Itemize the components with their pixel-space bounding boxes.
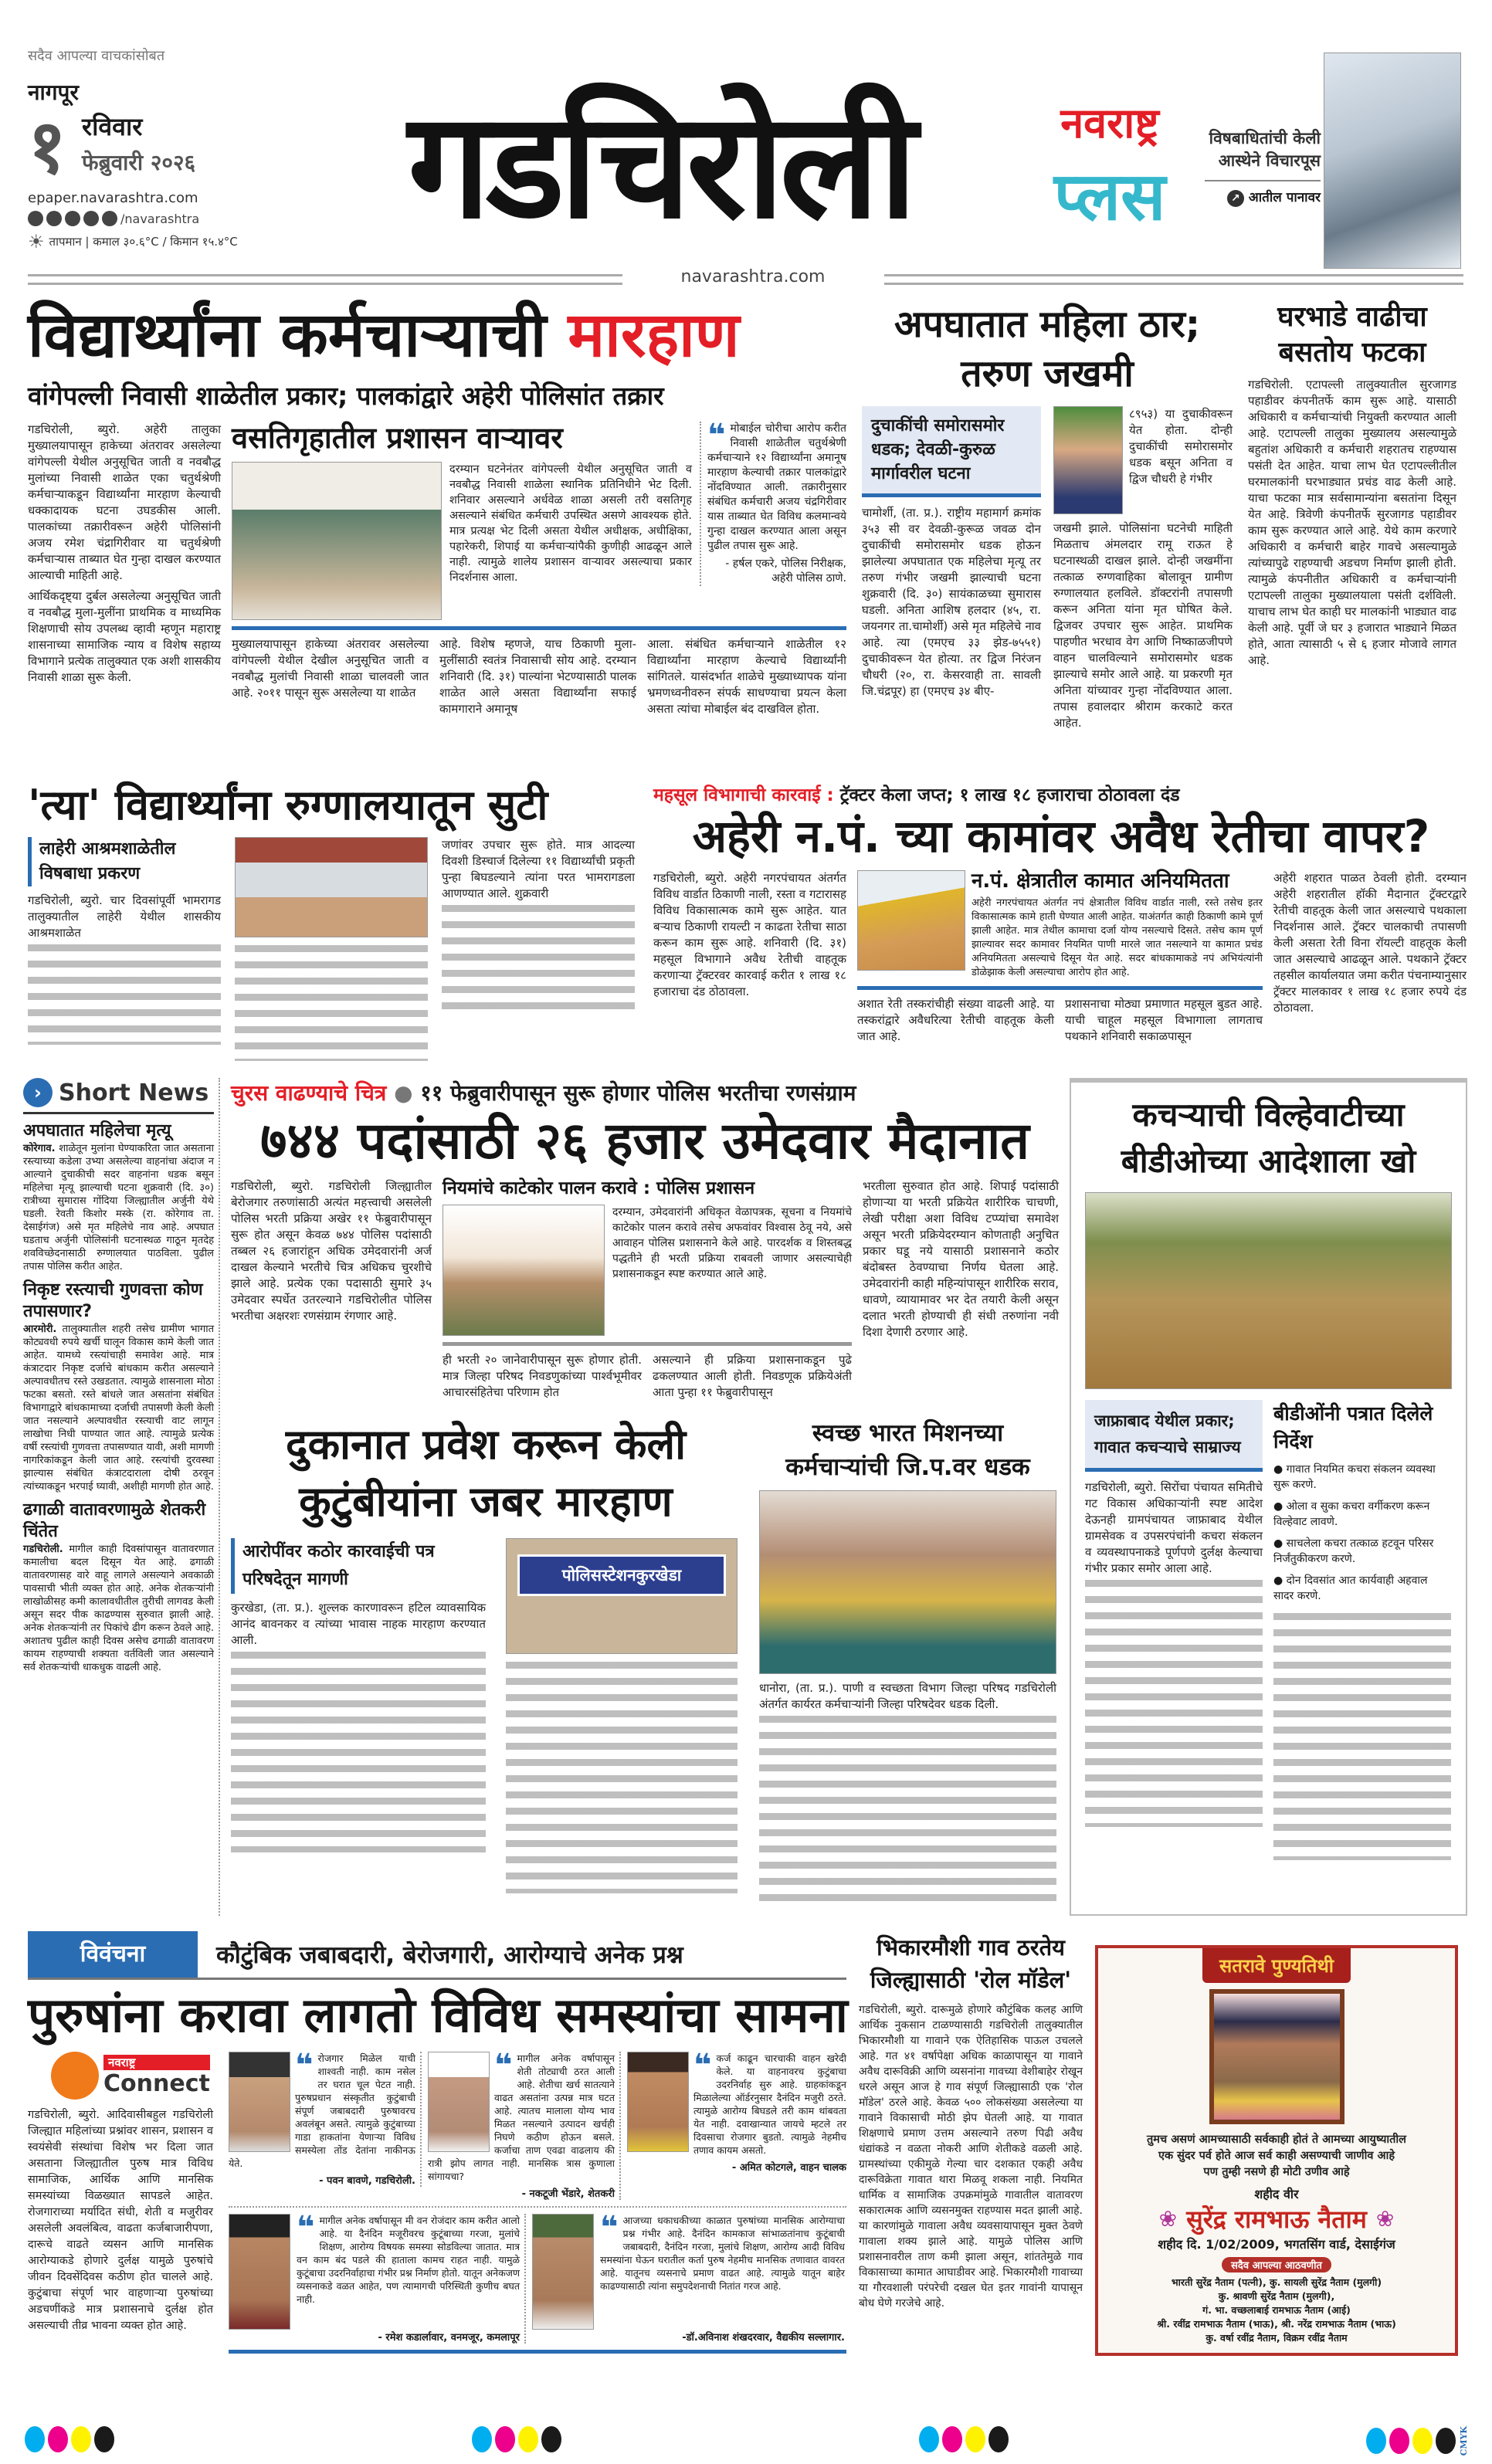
quote-icon: ❝ [707,417,726,453]
masthead-left [28,46,290,253]
police-station-photo [506,1538,738,1654]
bullet-icon: ● [394,1080,413,1106]
website[interactable]: navarashtra.com [680,267,826,286]
lead-headline-a: विद्यार्थ्यांना कर्मचाऱ्याची [28,299,547,371]
garbage-photo [1085,1192,1452,1389]
yellow-mark [518,2426,538,2452]
shop-box-text: आरोपींवर कठोर कारवाईची पत्र परिषदेतून मागणी [242,1542,435,1590]
police-col2: ही भरती २० जानेवारीपासून सुरू होणार होती. मात्र जिल्हा परिषद निवडणुकांच्या पार्श्वभूमीवर आचारसंहितेचा परिणाम होत [443,1353,642,1400]
police-col3: असल्याने ही प्रक्रिया प्रशासनाकडून पुढे ढकलण्यात आली होती. निवडणूक प्रक्रियेअंती आता पुन्हा ११ फेब्रुवारीपासून [653,1353,852,1400]
band-lead [28,300,1469,771]
tribute-ad [1095,1945,1458,2356]
quote-icon: ❝ [693,2048,712,2084]
lead-para2: आर्थिकदृष्ट्या दुर्बल असलेल्या अनुसूचित जाती व नवबौद्ध मुला-मुलींना प्राथमिक व माध्यमिक शिक्षणाची सोय उपलब्ध व्हावी म्हणून महाराष्ट्र शासनाच्या सामाजिक न्याय व विशेष सहाय्य विभागाने प्रत्येक तालुक्यात एक अशी शासकीय निवासी शाळा सुरू केली. [28,588,221,684]
waste-subbox-text: जाफ्राबाद येथील प्रकार; गावात कचऱ्याचे साम्राज्य [1094,1412,1241,1456]
pullup-photo [443,1205,605,1336]
family-line: कु. वर्षा रवींद्र नैताम, विक्रम रवींद्र नैताम [1205,2332,1348,2344]
brand-top: नवराष्ट्र [1060,99,1159,147]
short-news-place: आरमोरी. [23,1324,57,1335]
teaser-headline: विषबाधितांची केली आस्थेने विचारपूस [1209,129,1321,170]
lead-col2: मुख्यालयापासून हाकेच्या अंतरावर असलेल्या वांगेपल्ली येथील देखील अनुसूचित जाती व नवबौद्ध मुलांची निवासी शाळा चालवली जात आहे. २०११ पासून सुरू असलेल्या या शाळेत [232,636,429,700]
x-icon[interactable] [65,211,80,226]
tagline: सदैव आपल्या वाचकांसोबत [28,48,165,64]
accident-story [862,300,1233,731]
waste-body [1085,1580,1263,1827]
youtube-icon[interactable] [83,211,99,226]
martyr-photo [1209,1989,1344,2124]
quote-byline: - रमेश कडार्लावार, वनमजूर, कमलापूर [378,2332,520,2344]
sand-story [653,781,1469,1045]
sand-col1: गडचिरोली, ब्युरो. अहेरी नगरपंचायत अंतर्गत विविध वार्डात ठिकाणी नाली, रस्ता व गटारासह विविध विकासात्मक कामे सुरू आहेत. यात बऱ्याच ठिकाणी रायल्टी न काढता रेतीचा साठा करून काम सुरू आहे. शनिवारी (दि. ३१) महसूल विभागाने अवैध रेतीची वाहतूक करणाऱ्या ट्रॅक्टरवर कारवाई करीत १ लाख १८ हजाराचा दंड ठोठावला. [653,870,846,998]
victim-photo [1053,406,1123,514]
directives-body [1273,1613,1451,1860]
lead-box-text: दरम्यान घटनेनंतर वांगेपल्ली येथील अनुसूचित जाती व नवबौद्ध निवासी शाळेला स्थानिक प्रतिनिधीने भेट दिली. शनिवार असल्याने अर्धवेळ शाळा असली तरी वसतिगृह असल्याने संबंधित कर्मचारी उपस्थित असणे आवश्यक होते. मात्र प्रत्यक्ष भेट दिली असता येथील अधीक्षक, अधीक्षिका, पहारेकरी, शिपाई या कर्मचाऱ्यांपैकी कुणीही आढळून आले नाही. त्यामुळे शालेय प्रशासन वाऱ्यावर असल्याचा प्रकार निदर्शनास आला. [449,463,692,584]
black-mark [541,2426,561,2452]
short-news-title: निकृष्ट रस्त्याची गुणवत्ता कोण तपासणार? [23,1280,203,1321]
teaser-ref: आतील पानावर [1248,190,1321,205]
teaser-photo [1324,53,1461,269]
quote-divider-h [229,2206,846,2208]
short-news-label: Short News [59,1079,209,1107]
connect-brand: नवराष्ट्र [103,2055,210,2070]
quote-text: आजच्या धकाधकीच्या काळात पुरुषांच्या मानसिक आरोग्याचा प्रश्न गंभीर आहे. दैनंदिन कामकाज सांभाळतांनाच कुटूंबाची जबाबदारी, दैनंदिन गरजा, मुलांचे शिक्षण, आरोग्य आदी विविध समस्यांना घेऊन घरातील कर्ता पुरुष नेहमीच मानसिक तणावात वावरत आहे. यातूनच व्यसनाचे प्रमाण वाढत आहे. त्यामुळे यातून बाहेर काढण्यासाठी त्यांना समुपदेशनाची नितांत गरज आहे. [600,2215,845,2293]
sand-col-right: अहेरी शहरात पाळत ठेवली होती. दरम्यान अहेरी शहरातील हॉकी मैदानात ट्रॅक्टरद्वारे रेतीची वाहतूक केली जात असल्याचे पथकाला निदर्शनास आले. ट्रॅक्टर चालकाची तपासणी केली असता रेती विना रॉयल्टी वाहतूक केली जात असल्याचे आढळून आले. पथकाने ट्रॅक्टर तहसील कार्यालयात जमा करीत पंचनाम्यानुसार ट्रॅक्टर मालकावर १ लाख १८ हजार रुपये दंड ठोठावला. [1273,870,1467,1015]
directive-item: ● गावात नियमित कचरा संकलन व्यवस्था सुरू करणे. [1273,1463,1436,1491]
accident-col2b: जखमी झाले. पोलिसांना घटनेची माहिती मिळताच अंमलदार रामू राऊत हे घटनास्थळी दाखल झाले. दोन्ही जखमींना तत्काळ रुग्णवाहिका बोलावून ग्रामीण रुग्णालयात हलविले. डॉक्टरांनी तपासणी करून अनिता यांना मृत घोषित केले. द्विजवर उपचार सुरू आहेत. प्राथमिक पाहणीत भरधाव वेग आणि निष्काळजीपणे वाहन चालविल्याने समोरासमोर धडक झाल्याचे समोर आले आहे. या प्रकरणी मृत अनिता यांच्यावर गुन्हा नोंदविण्यात आला. तपास हवालदार श्रीराम करकाटे करत आहेत. [1053,521,1233,730]
magenta-mark [495,2426,515,2452]
waste-headline: कचऱ्याची विल्हेवाटीच्या बीडीओच्या आदेशाला खो [1121,1096,1416,1180]
quote-icon: ❝ [600,2210,619,2246]
family-list [1098,2276,1455,2345]
police-box-text: दरम्यान, उमेदवारांनी अधिकृत वेळापत्रक, सूचना व नियमांचे काटेकोर पालन करावे तसेच अफवांवर विश्वास ठेवू नये, असे आवाहन पोलिस प्रशासनाने केले आहे. पारदर्शक व शिस्तबद्ध पद्धतीने ही भरती प्रक्रिया राबवली जाणार असल्याचेही प्रशासनाकडून स्पष्ट करण्यात आले आहे. [612,1206,852,1281]
short-news [23,1078,220,1916]
center-column [231,1078,1059,1909]
quote-card [428,2048,621,2201]
facebook-icon[interactable] [28,211,43,226]
sand-kicker [653,781,1469,806]
accident-headline: अपघातात महिला ठार; तरुण जखमी [894,303,1201,395]
short-news-item [23,1120,214,1273]
black-mark [988,2426,1009,2452]
shop-headline: दुकानात प्रवेश करून केली कुटुंबीयांना जबर मारहाण [285,1420,687,1527]
waste-box [1070,1078,1467,1916]
short-news-place: कोरेगाव. [23,1143,56,1154]
lotus-icon: ❀ [1375,2206,1395,2232]
epaper-link[interactable]: epaper.navarashtra.com [28,190,198,206]
hospital-photo [235,837,428,937]
masthead-title: गडचिरोली [408,80,913,251]
arrow-icon: ↗ [1227,190,1244,207]
sand-col-b1: अशात रेती तस्करांचीही संख्या वाढली आहे. या तस्करांद्वारे अवैधरित्या रेतीची वाहतूक केली जात आहे. [857,996,1054,1043]
short-news-text: तालुक्यातील शहरी तसेच ग्रामीण भागात कोट्यवधी रुपये खर्ची घालून विकास कामे केली जात आहेत. यामध्ये रस्त्यांचाही समावेश आहे. मात्र कंत्राटदार निकृष्ट दर्जाचे बांधकाम करीत असल्याने अल्पावधीतच रस्ते उखडतात. त्यामुळे शासनाला मोठा फटका बसतो. रस्ते बांधले जात असतांना संबंधित विभागाद्वारे बांधकामाच्या दर्जाची तपासणी केली केली जात नसल्याने अल्पावधीत रस्त्याची वाट लागून लाखोचा निधी पाण्यात जात आहे. त्यामुळे प्रत्येक वर्षी रस्त्यांची गुणवत्ता तपासण्यात यावी, अशी मागणी नागरिकांकडून केली जात आहे. रस्त्यांची दुरवस्था झाल्यास संबंधित कंत्राटदाराला दोषी ठरवून त्यांच्याकडून भरपाई घ्यावी, अशीही मागणी होत आहे. [23,1324,214,1493]
sand-col-b2: प्रशासनाचा मोठ्या प्रमाणात महसूल बुडत आहे. याची चाहूल महसूल विभागाला लागताच पथकाने शनिवारी सकाळपासून [1065,996,1263,1043]
print-marks-mid [919,2426,1012,2456]
family-line: भारती सुरेंद्र नैताम (पत्नी), कु. सायली सुरेंद्र नैताम (मुलगी) [1171,2276,1382,2288]
weekday: रविवार [82,112,143,141]
quote-text: मागील अनेक वर्षापासून शेती तोट्याची ठरत आली आहे. शेतीचा खर्च सातत्याने वाढत असतांना उत्पन्न मात्र घटत आहे. त्यातच मालाला योग्य भाव मिळत नसल्याने उत्पादन खर्चही निघणे कठीण होऊन बसले. कर्जाचा ताण एवढा वाढलाय की रात्री झोप लागत नाही. मानसिक त्रास कुणाला सांगायचा? [428,2052,615,2183]
discharge-body-3 [442,905,635,1013]
lead-quote-text: मोबाईल चोरीचा आरोप करीत निवासी शाळेतील चतुर्थश्रेणी कर्मचाऱ्याने १२ विद्यार्थ्यांना अमानूष मारहाण केल्याची तक्रार पालकांद्वारे नोंदविण्यात आली. तक्रारीनुसार संबंधित कर्मचारी अजय चंद्रगिरीवार यास ताब्यात घेत विविध कलमान्वये गुन्हा दाखल करण्यात आला असून पुढील तपास सुरू आहे. [707,422,846,552]
vivanchana-intro: गडचिरोली, ब्युरो. आदिवासीबहुल गडचिरोली जिल्ह्यात महिलांच्या प्रश्नांवर शासन, प्रशासन व स्वयंसेवी संस्थांचा विशेष भर दिला जात असताना जिल्ह्यातील पुरुष मात्र विविध सामाजिक, आर्थिक आणि मानसिक समस्यांच्या विळख्यात सापडले आहेत. रोजगाराच्या मर्यादित संधी, शेती व मजुरीवर असलेली अवलंबित्व, वाढता कर्जबाजारीपणा, दारूचे वाढते व्यसन आणि मानसिक आरोग्याकडे होणारे दुर्लक्ष यामुळे पुरुषांचे जीवन दिवसेंदिवस कठीण होत चालले आहे. कुटुंबाचा संपूर्ण भार वाहणाऱ्या पुरुषांच्या अडचणींकडे मात्र प्रशासनाचे दुर्लक्ष होत असल्याची तीव्र भावना व्यक्त होत आहे. [28,2109,213,2333]
vivanchana-rule [229,2350,846,2354]
person-photo [229,2214,290,2330]
vivanchana-headline: पुरुषांना करावा लागतो विविध समस्यांचा सामना [28,1987,848,2043]
quote-byline: - नकटूजी भेंडारे, शेतकरी [521,2188,615,2201]
lead-story [28,300,846,717]
quote-byline: - अमित कोटगले, वाहन चालक [731,2162,846,2174]
shop-box [231,1538,486,1594]
short-news-icon: › [23,1078,53,1107]
tribute-banner: सतरावे पुण्यतिथी [1202,1948,1351,1983]
discharge-body-2 [235,945,428,1061]
accident-col1: चामोर्शी, (ता. प्र.). राष्ट्रीय महामार्ग क्रमांक ३५३ सी वर देवळी-कुरूळ जवळ दोन दुचाकींची समोरासमोर धडक होऊन झालेल्या अपघातात एक महिलेचा मृत्यू तर तरुण गंभीर जखमी झाल्याची घटना शुक्रवारी (दि. ३०) सायंकाळच्या सुमारास घडली. अनिता आशिष हलदार (४५, रा. जयनगर ता.चामोर्शी) असे मृत महिलेचे नाव आहे. त्या (एमएच ३३ झेड-७५५१) दुचाकीवरून येत होत्या. तर द्विज निरंजन चौधरी (२०, रा. केसरवाही ता. सावली जि.चंद्रपूर) हा (एमएच ३४ बीए- [862,506,1041,698]
directive-text: साचलेला कचरा तत्काळ हटवून परिसर निर्जंतुकीकरण करणे. [1273,1537,1434,1565]
band-second [28,781,1469,1067]
excavator-photo [857,870,965,971]
rule-right [884,274,1463,285]
quote-icon: ❝ [295,2048,314,2084]
short-news-text: मागील काही दिवसांपासून वातावरणात कमालीचा बदल दिसून येत आहे. ढगाळी वातावरणासह वारे वाहू लागले असल्याने अवकाळी पावसाची भीती व्यक्त होत आहे. अनेक शेतकऱ्यांनी लाखोळीसह कमी कालावधीतील तुरीची लागवड केली असून सदर पीक काढण्यास सुरुवात झाली आहे. अनेक शेतकऱ्यांनी तर पिकांचे ढीग करून ठेवले आहे. अशातच पुढील काही दिवस असेच ढगाळी वातावरण कायम राहण्याची शक्यता वर्तविली जात असल्याने सर्व शेतकऱ्यांची धाकधुक वाढली आहे. [23,1544,214,1673]
quote-text: मागील अनेक वर्षापासून मी वन रोजंदार काम करीत आलो आहे. या दैनंदिन मजूरीवरच कुटूंबाच्या गरजा, मुलांचे शिक्षण, आरोग्य विषयक समस्या सोडविल्या जातात. मात्र वन काम बंद पडले की हाताला कामच राहत नाही. यामुळे कुटूंबाचा उदरनिर्वाहाचा गंभीर प्रश्न निर्माण होतो. यातून अनेकजण व्यसनाकडे वळत आहेत, पण त्यामागची परिस्थिती कुणीच बघत नाही. [297,2215,520,2306]
lotus-icon: ❀ [1158,2206,1178,2232]
masthead [0,0,1492,293]
waste-subbox [1085,1400,1263,1472]
discharge-story [28,781,638,1061]
cyan-mark [25,2426,45,2452]
cmyk-label: CMYK [1459,2425,1469,2456]
connect-label: Connect [103,2069,210,2097]
quote-card [532,2210,845,2344]
village-text: गडचिरोली, ब्युरो. दारूमुळे होणारे कौटुंबिक कलह आणि आर्थिक नुकसान टाळण्यासाठी गडचिरोली तालुक्यातील भिकारमौशी या गावाने एक ऐतिहासिक पाऊल उचलले आहे. गत ४१ वर्षापेक्षा अधिक काळापासून या गावाने अवैध दारूविक्री आणि व्यसनांना गावच्या वेशीबाहेर रोखून धरले असून आज हे गाव संपूर्ण जिल्ह्यासाठी एक 'रोल मॉडेल' ठरले आहे. केवळ ५०० लोकसंख्या असलेल्या या गावाने विकासाची मोठी झेप घेतली आहे. या गावात शिक्षणाचे प्रमाण उत्तम असल्याने तरुण पिढी अवैध धंद्यांकडे न वळता नोकरी आणि शेतीकडे वळली आहे. ग्रामस्थांच्या एकीमुळे गेल्या चार दशकात एकही अवैध दारूविक्रेता गावात थारा मिळवू शकला नाही. नियमित धार्मिक व सामाजिक उपक्रमांमुळे गावातील वातावरण सकारात्मक आणि व्यसनमुक्त राहण्यास मदत झाली आहे. या कारणांमुळे गावाला अवैध व्यवसायापासून मुक्त ठेवणे गावाला शक्य झाले आहे. यामुळे पोलिस आणि प्रशासनावरील ताण कमी झाला असून, शांततेमुळे गाव विकासाच्या कामात आघाडीवर आहे. भिकारमौशी गावाच्या या गौरवशाली परंपरेची दखल घेत इतर गावांनी यापासून बोध घेणे गरजेचे आहे. [859,2004,1083,2310]
accident-box [862,406,1041,497]
print-marks-center [472,2426,565,2456]
person-photo [532,2214,594,2330]
band-third [23,1078,1469,1916]
quote-byline: -डॉ.अविनाश शंखदरवार, वैद्यकीय सल्लागार. [682,2332,845,2344]
discharge-body [28,944,221,1045]
hostel-photo [232,462,442,620]
family-line: कु. श्रावणी सुरेंद्र नैताम (मुलगी), [1218,2290,1335,2302]
quote-byline: - पवन बावणे, गडचिरोली. [319,2175,415,2188]
tribute-poem [1098,2132,1455,2181]
rule-left [28,274,622,285]
lead-col4: आला. संबंधित कर्मचाऱ्याने शाळेतील १२ विद्यार्थ्यांना मारहाण केल्याचे विद्यार्थ्यांनी सांगितले. यासंदर्भात शाळेचे मुख्याध्यापक यांना भ्रमणध्वनीवरुन संपर्क साधण्याचा प्रयत्न केला असता त्यांचा मोबाईल बंद दाखविल होता. [647,636,846,716]
short-news-item [23,1279,214,1493]
staff-photo [759,1490,1056,1674]
band-bottom [28,1931,1469,2410]
short-news-place: गडचिरोली. [23,1544,63,1555]
magenta-mark [942,2426,962,2452]
directive-text: गावात नियमित कचरा संकलन व्यवस्था सुरू करणे. [1273,1463,1436,1491]
rent-story [1248,300,1456,669]
short-news-title: ढगाळी वातावरणामुळे शेतकरी चिंतेत [23,1500,206,1541]
short-news-title: अपघातात महिलेचा मृत्यू [23,1121,171,1140]
person-photo [229,2052,290,2152]
print-marks-right [1366,2426,1469,2456]
black-mark [94,2426,114,2452]
lead-box-headline: वसतिगृहातील प्रशासन वाऱ्यावर [232,420,563,455]
discharge-text2: जणांवर उपचार सुरू होते. मात्र आदल्या दिवशी डिस्चार्ज दिलेल्या ११ विद्यार्थ्यांची प्रकृती पुन्हा बिघडल्याने त्यांना परत भामरागडला आणण्यात आले. शुक्रवारी [442,838,635,901]
brand-bottom: प्लस [1053,158,1166,236]
police-col4: भरतीला सुरुवात होत आहे. शिपाई पदांसाठी होणाऱ्या या भरती प्रक्रियेत शारीरिक चाचणी, लेखी परीक्षा अशा विविध टप्प्यांचा समावेश असून भरती प्रक्रियेदरम्यान कोणताही अनुचित प्रकार घडू नये यासाठी प्रशासनाने कठोर बंदोबस्त ठेवण्याचा निर्णय घेतला आहे. उमेदवारांनी काही महिन्यांपासून शारीरिक सराव, धावणे, व्यायामावर भर देत तयारी केली असून दलात भरती होण्याची ही संधी तरुणांना नवी दिशा देणारी ठरणार आहे. [863,1178,1059,1339]
connect-logo [28,2052,213,2100]
sand-kicker-red: महसूल विभागाची कारवाई : [653,785,834,805]
tribute-memory: सदैव आपल्या आठवणीत [1222,2257,1331,2273]
poem-line: एक सुंदर पर्व होते आज सर्व काही असण्याची जाणीव आहे [1158,2150,1395,2162]
weather-icon: ☀ [28,231,45,253]
sand-box-text: अहेरी नगरपंचायत अंतर्गत नपं क्षेत्रातील विविध वार्डात नाली, रस्ते तसेच इतर विकासात्मक कामे हाती घेण्यात आली आहेत. याअंतर्गत काही ठिकाणी कामे पूर्ण झाली आहेत. मात्र तेथील कामाचा दर्जा योग्य नसल्याचे दिसते. तसेच काम पूर्ण झाल्यावर सदर कामावर नियमित पाणी मारले जात नसल्याने या कामात प्रचंड अनियमितता असल्याचे दिसून येत आहे. सदर बांधकामाकडे नपं अभियंत्यांनी डोळेझाक केली असल्याचा आरोप होत आहे. [971,896,1263,978]
rent-headline: घरभाडे वाढीचा बसतोय फटका [1277,301,1427,368]
vivanchana-story [28,1931,846,2360]
yellow-mark [71,2426,91,2452]
connect-icon [51,2052,99,2100]
discharge-headline: 'त्या' विद्यार्थ्यांना रुग्णालयातून सुटी [28,781,548,829]
shop-body-2 [506,1662,738,1893]
yellow-mark [965,2426,985,2452]
discharge-box-text: लाहेरी आश्रमशाळेतील विषबाधा प्रकरण [39,839,176,884]
lead-headline [28,300,846,371]
linkedin-icon[interactable] [102,211,117,226]
swachh-text: धानोरा, (ता. प्र.). पाणी व स्वच्छता विभाग जिल्हा परिषद गडचिरोली अंतर्गत कार्यरत कर्मचाऱ्यांनी जिल्हा परिषदेवर धडक दिली. [759,1681,1056,1712]
quote-icon: ❝ [494,2048,513,2084]
person-photo [428,2052,490,2152]
quote-card [627,2048,846,2174]
family-line: श्री. रवींद्र रामभाऊ नैताम (भाऊ), श्री. नरेंद्र रामभाऊ नैताम (भाऊ) [1157,2318,1396,2330]
police-kicker-rest: ११ फेब्रुवारीपासून सुरू होणार पोलिस भरतीचा रणसंग्राम [420,1080,856,1106]
directive-item: ● दोन दिवसांत आत कार्यवाही अहवाल सादर करणे. [1273,1574,1428,1602]
section-rule [232,626,846,630]
rent-text: गडचिरोली. एटापल्ली तालुक्यातील सुरजागड पहाडीवर कंपनीतर्फे काम सुरू आहे. यासाठी अधिकारी व कर्मचाऱ्यांची नियुक्ती करण्यात आली आहे. एटापल्ली तालुका मुख्यालय असल्यामुळे बहुतांश अधिकारी व कर्मचारी शहरातच राहण्यास पसंती देत आहेत. याचा लाभ घेत एटापल्लीतील घरमालकांनी घरभाड्यात प्रचंड वाढ केली आहे. याचा फटका मात्र सर्वसामान्यांना बसतांना दिसून येत आहे. त्रिवेणी कंपनीतर्फे सुरजागड पहाडीवर काम सुरू करण्यात आले आहे. येथे काम करणारे अधिकारी व कर्मचारी बाहेर गावचे असल्यामुळे त्यांच्यापुढे राहण्याची अडचण निर्माण झाली होती. त्यामुळे कंपनीतीत अधिकारी व कर्मचाऱ्यांनी एटापल्ली तालुका मुख्यालयाला पसंती दर्शविली. याचाच लाभ घेत काही घर मालकांनी भाड्यात वाढ केली आहे. पूर्वी जे घर ३ हजारात भाड्याने मिळत होते, आता त्यासाठी ५ से ६ हजार मोजावे लागत आहे. [1248,378,1456,667]
teaser[interactable] [1205,127,1321,207]
martyr-name: सुरेंद्र रामभाऊ नैताम [1186,2205,1367,2234]
vivanchana-kicker: कौटुंबिक जबाबदारी, बेरोजगारी, आरोग्याचे अनेक प्रश्न [216,1941,683,1969]
edition-city: नागपूर [28,80,79,105]
quote-card [229,2210,526,2344]
lead-quote [700,417,846,586]
sand-box-headline: न.पं. क्षेत्रातील कामात अनियमितता [971,869,1229,893]
lead-quote-byline: - हर्षल एकरे, पोलिस निरीक्षक, अहेरी पोलिस ठाणे. [725,557,846,585]
quote-text: कर्ज काढून चारचाकी वाहन खरेदी केले. या वाहनावरच कुटुंबाचा उदरनिर्वाह सुरु आहे. ग्राहकांकडून मिळालेल्या ऑर्डरनुसार दैनंदिन मजुरी ठरते. त्यामुळे आरोग्य बिघडले तरी काम थांबवता येत नाही. दवाखान्यात जायचे म्हटले तर दिवसाचा रोजगार बुडतो. त्यामुळे नेहमीच तणाव कायम असतो. [693,2052,846,2157]
brand-logo [1021,93,1199,239]
martyr-details: शहीद दि. 1/02/2009, भगतसिंग वार्ड, देसाईगंज [1158,2237,1395,2252]
print-marks-left [25,2426,117,2456]
swachh-headline: स्वच्छ भारत मिशनच्या कर्मचाऱ्यांची जि.प.वर धडक [785,1419,1030,1482]
tribute-title: शहीद वीर [1254,2187,1299,2201]
magenta-mark [48,2426,68,2452]
poem-line: पण तुम्ही नसणे ही मोटी उणीव आहे [1203,2166,1350,2178]
short-news-item [23,1500,214,1674]
police-station-sign: पोलिसस्टेशनकुरखेडा [517,1554,726,1596]
police-col1: गडचिरोली, ब्युरो. गडचिरोली जिल्ह्यातील बेरोजगार तरुणांसाठी अत्यंत महत्त्वाची असलेली पोलिस भरती प्रक्रिया अखेर ११ फेब्रुवारीपासून सुरू होत असून केवळ ७४४ पोलिस पदांसाठी तब्बल २६ हजारांहून अधिक उमेदवारांनी अर्ज दाखल केल्याने भरतीचे चित्र अधिकच चुरशीचे झाले आहे. प्रत्येक एका पदासाठी सुमारे ३५ उमेदवार स्पर्धेत उतरल्याने गडचिरोलीत पोलिस भरतीचा अक्षरशः रणसंग्राम रंगणार आहे. [231,1178,432,1323]
accident-box-text: दुचाकींची समोरासमोर धडक; देवळी-कुरुळ मार्गावरील घटना [871,416,1005,483]
swachh-story [759,1416,1056,1909]
cyan-mark [472,2426,492,2452]
shop-text: कुरखेडा, (ता. प्र.). शुल्लक कारणावरून हटिल व्यावसायिक आनंद बावनकर व त्यांच्या भावास नाहक मारहाण करण्यात आली. [231,1601,486,1648]
discharge-text: गडचिरोली, ब्युरो. चार दिवसांपूर्वी भामरागड तालुक्यातील लाहेरी येथील शासकीय आश्रमशाळेत [28,893,221,941]
vivanchana-band [28,1931,846,1980]
directive-text: ओला व सुका कचरा वर्गीकरण करून विल्हेवाट लावणे. [1273,1500,1430,1528]
quote-text: रोजगार मिळेल याची शाश्वती नाही. काम नसेल तर घरात चूल पेटत नाही. पुरुषप्रधान संस्कृतीत कुटुंबाची संपूर्ण जबाबदारी पुरुषावरच अवलंबून असते. त्यामुळे कुटुंबाच्या गाडा हाकतांना येणाऱ्या विविध समस्येला तोंड देतांना नाकीनऊ येते. [229,2052,415,2170]
instagram-icon[interactable] [46,211,62,226]
police-rule [443,1342,852,1346]
poem-line: तुमच असणं आमच्यासाठी सर्वकाही होतं ते आमच्या आयुष्यातील [1147,2134,1406,2146]
month-year: फेब्रुवारी २०२६ [82,150,196,175]
waste-text: गडचिरोली, ब्युरो. सिरोंचा पंचायत समितीचे गट विकास अधिकाऱ्यांनी स्पष्ट आदेश देऊनही ग्रामपंचायत जाफ्राबाद येथील ग्रामसेवक व उपसरपंचांनी कचरा संकलन व व्यवस्थापनाकडे पूर्णपणे दुर्लक्ष केल्याचा गंभीर प्रकार समोर आला आहे. [1085,1480,1263,1575]
sand-headline: अहेरी न.पं. च्या कामांवर अवैध रेतीचा वापर? [692,810,1430,863]
directives-headline: बीडीओंनी पत्रात दिलेले निर्देश [1273,1402,1433,1452]
directive-item: ● ओला व सुका कचरा वर्गीकरण करून विल्हेवाट लावणे. [1273,1500,1430,1528]
vivanchana-tag: विवंचना [28,1931,198,1978]
directives-list [1273,1462,1451,1610]
discharge-box [28,837,221,886]
short-news-text: शाळेतून मुलांना घेण्याकरिता जात असताना रस्त्याच्या कडेला उभ्या असलेल्या वाहनांचा अंदाज न आल्याने दुचाकीची सदर वाहनांना धडक बसून महिलेचा मृत्यू झाल्याची घटना शुक्रवारी (दि. ३०) रात्रीच्या सुमारास गोंदिया जिल्ह्यातील अर्जुनी येथे घडली. रेवती किशोर मस्के (रा. कोरेगाव ता. देसाईगंज) असे मृत महिलेचे नाव आहे. अपघात घडताच अर्जुनी पोलिसांनी घटनास्थळ गाठून मृतदेह शवविच्छेदनासाठी रुग्णालयात पाठविला. पुढील तपास पोलिस करीत आहेत. [23,1143,214,1273]
accident-col2a: ८९५३) या दुचाकीवरून येत होता. दोन्ही दुचाकींची समोरासमोर धडक बसून अनिता व द्विज चौधरी हे गंभीर [1129,407,1233,486]
quote-icon: ❝ [297,2210,315,2246]
lead-col3: आहे. विशेष म्हणजे, याच ठिकाणी मुला-मुलींसाठी स्वतंत्र निवासाची सोय आहे. दरम्यान शनिवारी (दि. ३१) पाल्यांना भेटण्यासाठी पालक शाळेत आले असता विद्यार्थ्यांना सफाई कामगाराने अमानूष [439,636,637,716]
police-box-headline: नियमांचे काटेकोर पालन करावे : पोलिस प्रशासन [443,1178,755,1198]
lead-subhead: वांगेपल्ली निवासी शाळेतील प्रकार; पालकांद्वारे अहेरी पोलिसांत तक्रार [28,381,664,411]
short-news-header [23,1078,214,1114]
police-kicker-red: चुरस वाढण्याचे चित्र [231,1080,387,1106]
police-kicker [231,1078,1059,1107]
cyan-mark [919,2426,939,2452]
directive-text: दोन दिवसांत आत कार्यवाही अहवाल सादर करणे. [1273,1574,1428,1602]
lead-headline-b: मारहाण [568,299,740,371]
police-headline: ७४४ पदांसाठी २६ हजार उमेदवार मैदानात [260,1111,1029,1171]
social-handle: /navarashtra [120,211,200,226]
sand-kicker-rest: ट्रॅक्टर केला जप्त; १ लाख १८ हजाराचा ठोठावला दंड [839,785,1180,805]
quote-card [229,2048,422,2188]
village-story [859,1931,1083,2311]
swachh-body [759,1716,1056,1909]
date-day: १ [28,103,66,190]
person-photo [627,2052,689,2152]
shop-body [231,1652,486,1852]
print-marks [25,2418,1469,2464]
sand-rule [857,986,1263,990]
village-headline: भिकारमौशी गाव ठरतेय जिल्ह्यासाठी 'रोल मॉडेल' [870,1934,1072,1993]
lead-intro: गडचिरोली, ब्युरो. अहेरी तालुका मुख्यालयापासून हाकेच्या अंतरावर असलेल्या वांगेपल्ली येथील अनुसूचित जाती व नवबौद्ध मुलांच्या निवासी शाळेत एका चतुर्थश्रेणी कर्मचाऱ्याकडून विद्यार्थ्यांना मारहाण केल्याची धक्कादायक घटना उघडकीस आली. पालकांच्या तक्रारीवरून अहेरी पोलिसांनी अजय रमेश चंद्रागिरीवार या चतुर्थश्रेणी कर्मचाऱ्यास ताब्यात घेत गुन्हा दाखल करण्यात आल्याची माहिती आहे. [28,422,221,582]
directive-item: ● साचलेला कचरा तत्काळ हटवून परिसर निर्जंतुकीकरण करणे. [1273,1537,1434,1565]
weather-readout: तापमान | कमाल ३०.६°C / किमान १५.४°C [49,235,238,249]
shop-story [231,1416,741,1893]
family-line: गं. भा. वच्छलाबाई रामभाऊ नैताम (आई) [1202,2304,1351,2316]
